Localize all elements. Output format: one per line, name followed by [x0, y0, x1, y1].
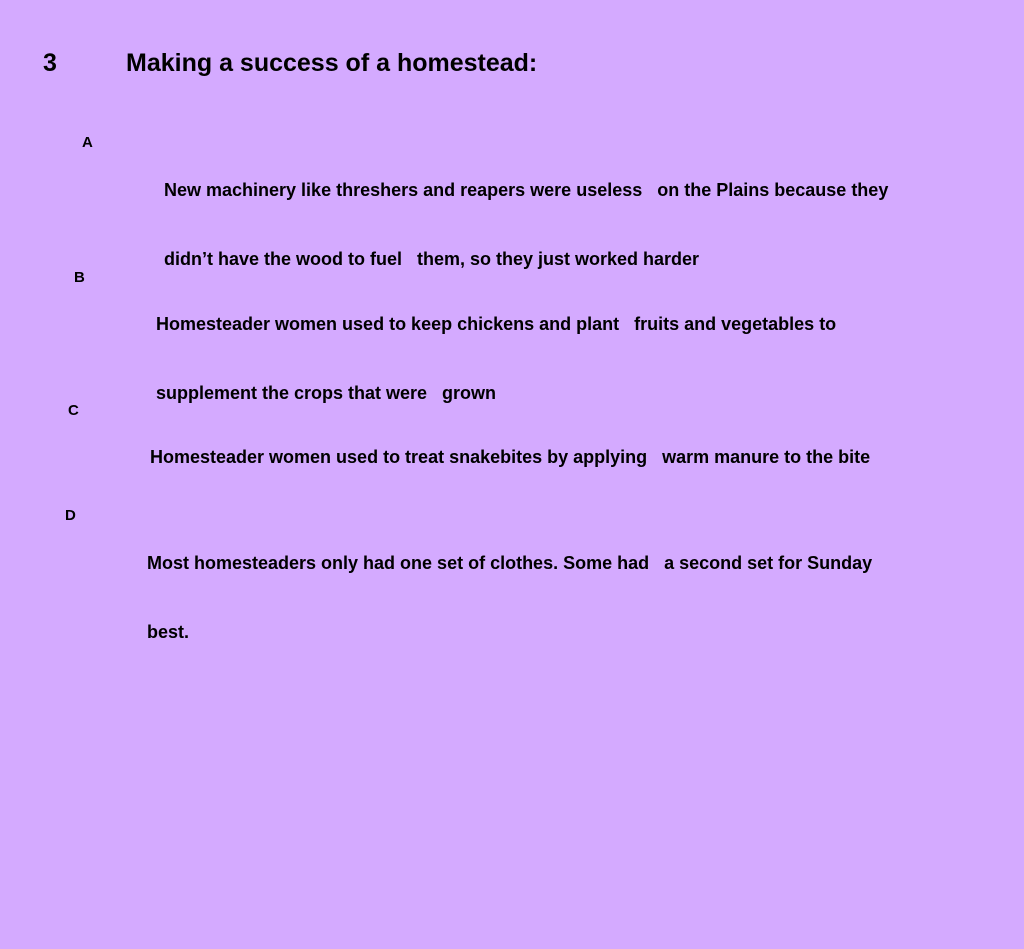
item-text-c — [150, 400, 970, 515]
item-b-line-2: supplement the crops that were grown — [156, 383, 497, 403]
item-letter-b: B — [74, 269, 85, 286]
item-b-line-1: Homesteader women used to keep chickens and plant fruits and vegetables to — [156, 314, 837, 334]
heading-number: 3 — [43, 49, 57, 77]
item-c-line-1: Homesteader women used to treat snakebites by applying warm manure to the bite — [150, 447, 871, 467]
item-a-line-1: New machinery like threshers and reapers were useless on the Plains because they — [164, 180, 889, 200]
item-text-d — [147, 506, 967, 690]
item-d-line-1: Most homesteaders only had one set of clothes. Some had a second set for Sunday — [147, 553, 873, 573]
item-letter-a: A — [82, 134, 93, 151]
item-d-line-2: best. — [147, 622, 190, 642]
item-letter-d: D — [65, 507, 76, 524]
item-a-line-2: didn’t have the wood to fuel them, so they just worked harder — [164, 249, 700, 269]
heading-title: Making a success of a homestead: — [126, 49, 538, 77]
item-letter-c: C — [68, 402, 79, 419]
